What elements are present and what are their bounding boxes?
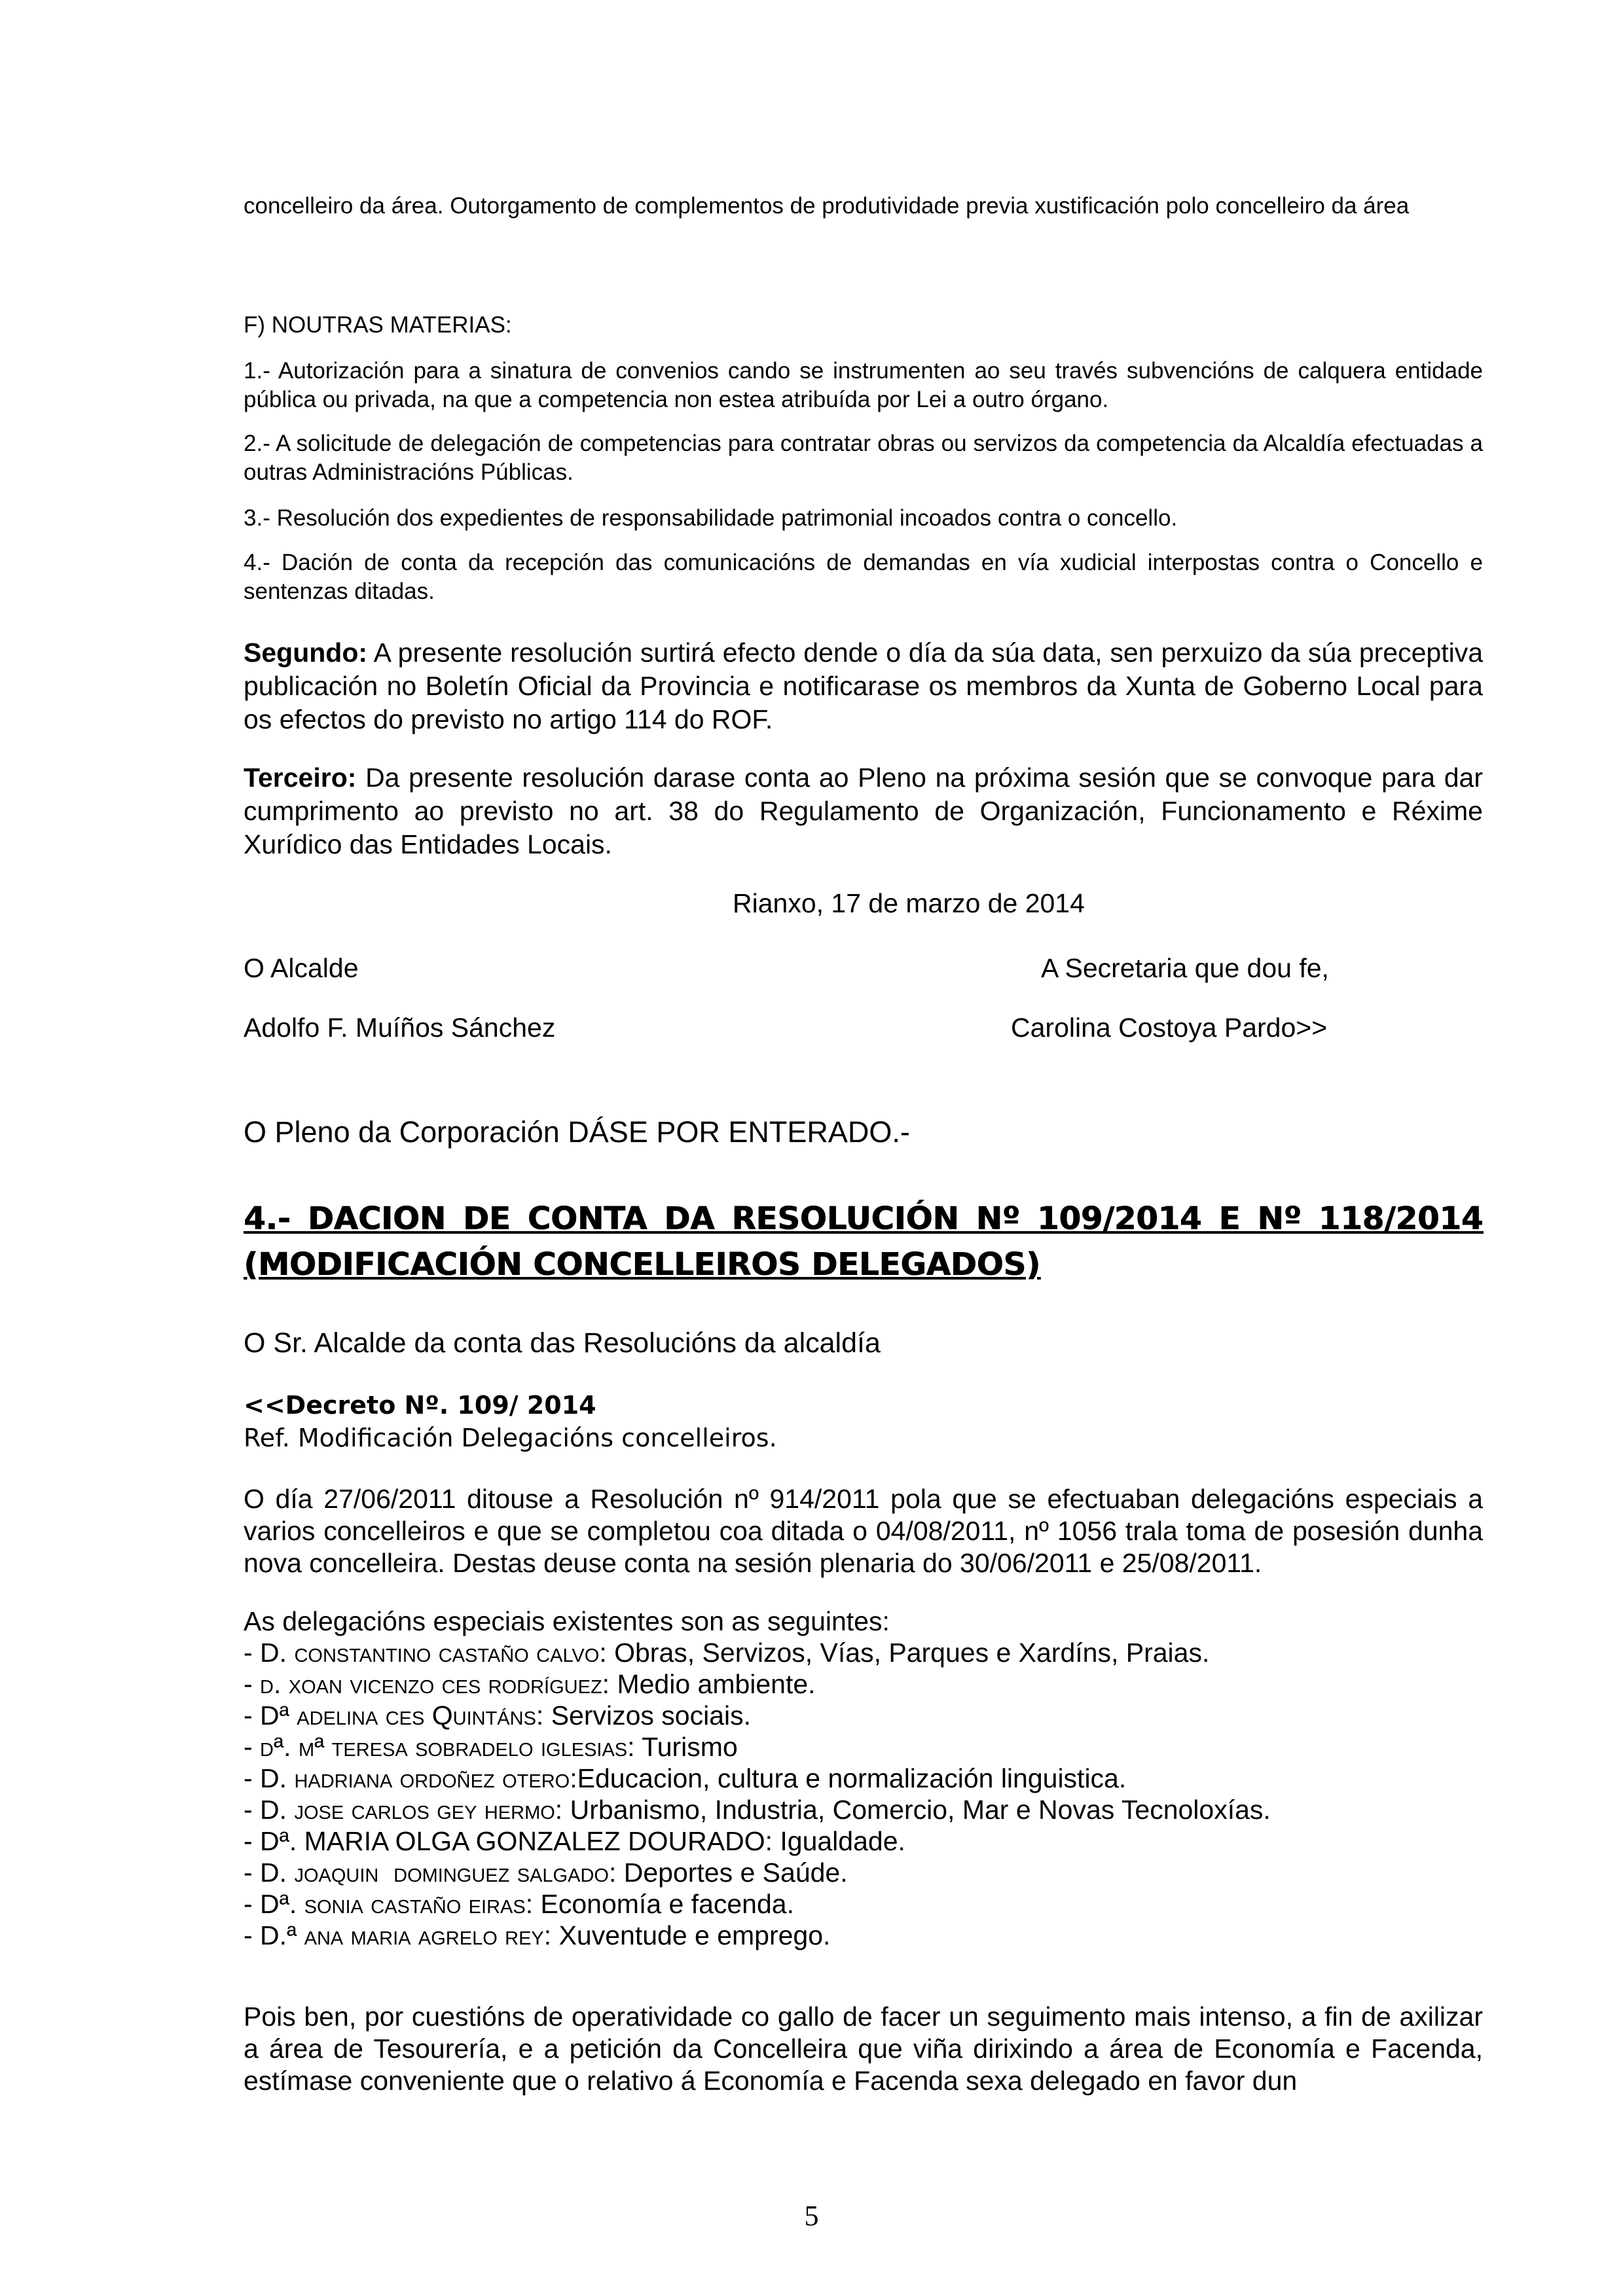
list-item: - Dª adelina ces Quintáns: Servizos sociais. [244,1700,752,1731]
list-item: - Dª. sonia castaño eiras: Economía e facenda. [244,1889,794,1919]
page-number: 5 [804,2200,819,2232]
alcalde-name: Adolfo F. Muíños Sánchez [244,1013,556,1043]
terceiro-paragraph [244,761,1483,861]
decree-ref: Ref. Modificación Delegacións concelleiros. [244,1424,777,1452]
section-f-item-1: 1.- Autorización para a sinatura de convenios cando se instrumenten ao seu través subvencións de calquera entidade pública ou privada, na que a competencia non estea atribuída por Lei a outro órgano. [244,358,1483,412]
pleno-note: O Pleno da Corporación DÁSE POR ENTERADO.- [244,1115,910,1149]
list-item: - Dª. MARIA OLGA GONZALEZ DOURADO: Igualdade. [244,1826,905,1856]
segundo-text: A presente resolución surtirá efecto dende o día da súa data, sen perxuizo da súa preceptiva publicación no Boletín Oficial da Provincia e notificarase os membros da Xunta de Goberno Local para os efectos do previsto no artigo 114 do ROF. [244,637,1483,734]
list-item: - D. constantino castaño calvo: Obras, Servizos, Vías, Parques e Xardíns, Praias. [244,1638,1210,1668]
list-item: - D. hadriana ordoñez otero:Educacion, cultura e normalización linguistica. [244,1763,1127,1793]
list-item: - D. jose carlos gey hermo: Urbanismo, Industria, Comercio, Mar e Novas Tecnoloxías. [244,1795,1271,1825]
alcalde-intro: O Sr. Alcalde da conta das Resolucións da alcaldía [244,1327,881,1359]
alcalde-role: O Alcalde [244,953,359,983]
section-4-heading: 4.- DACION DE CONTA DA RESOLUCIÓN Nº 109/2014 E Nº 118/2014 (MODIFICACIÓN CONCELLEIROS DELEGADOS) [244,1200,1483,1283]
section-f-item-3: 3.- Resolución dos expedientes de responsabilidade patrimonial incoados contra o concello. [244,505,1178,531]
segundo-paragraph [244,636,1483,736]
segundo-label: Segundo: [244,637,368,668]
secretaria-name: Carolina Costoya Pardo>> [1011,1013,1328,1043]
paragraph-2011: O día 27/06/2011 ditouse a Resolución nº 914/2011 pola que se efectuaban delegacións especiais a varios concelleiros e que se completou coa ditada o 04/08/2011, nº 1056 trala toma de posesión dunha nova concelleira. Destas deuse conta na sesión plenaria do 30/06/2011 e 25/08/2011. [244,1484,1483,1578]
section-f-item-2: 2.- A solicitude de delegación de competencias para contratar obras ou servizos da competencia da Alcaldía efectuadas a outras Administracións Públicas. [244,431,1483,485]
delegations-list [244,1637,1483,1951]
decree-title: <<Decreto Nº. 109/ 2014 [244,1391,596,1420]
secretaria-role: A Secretaria que dou fe, [1041,953,1329,983]
terceiro-text: Da presente resolución darase conta ao Pleno na próxima sesión que se convoque para dar cumprimento ao previsto no art. 38 do Regulamento de Organización, Funcionamento e Réxime Xurídico das Entidades Locais. [244,762,1483,859]
delegations-intro: As delegacións especiais existentes son as seguintes: [244,1606,890,1636]
section-f-item-4: 4.- Dación de conta da recepción das comunicacións de demandas en vía xudicial interpostas contra o Concello e sentenzas ditadas. [244,550,1483,604]
list-item: - dª. mª teresa sobradelo iglesias: Turismo [244,1732,738,1762]
place-date: Rianxo, 17 de marzo de 2014 [733,888,1085,918]
list-item: - d. xoan vicenzo ces rodríguez: Medio ambiente. [244,1669,816,1699]
section-f-title: F) NOUTRAS MATERIAS: [244,312,512,338]
list-item: - D. joaquin dominguez salgado: Deportes e Saúde. [244,1857,848,1888]
final-paragraph: Pois ben, por cuestións de operatividade co gallo de facer un seguimento mais intenso, a fin de axilizar a área de Tesourería, e a petición da Concelleira que viña dirixindo a área de Economía e Facenda, estímase conveniente que o relativo á Economía e Facenda sexa delegado en favor dun [244,2001,1483,2096]
top-paragraph: concelleiro da área. Outorgamento de complementos de produtividade previa xustificación polo concelleiro da área [244,193,1410,219]
list-item: - D.ª ana maria agrelo rey: Xuventude e emprego. [244,1920,831,1950]
terceiro-label: Terceiro: [244,762,357,793]
